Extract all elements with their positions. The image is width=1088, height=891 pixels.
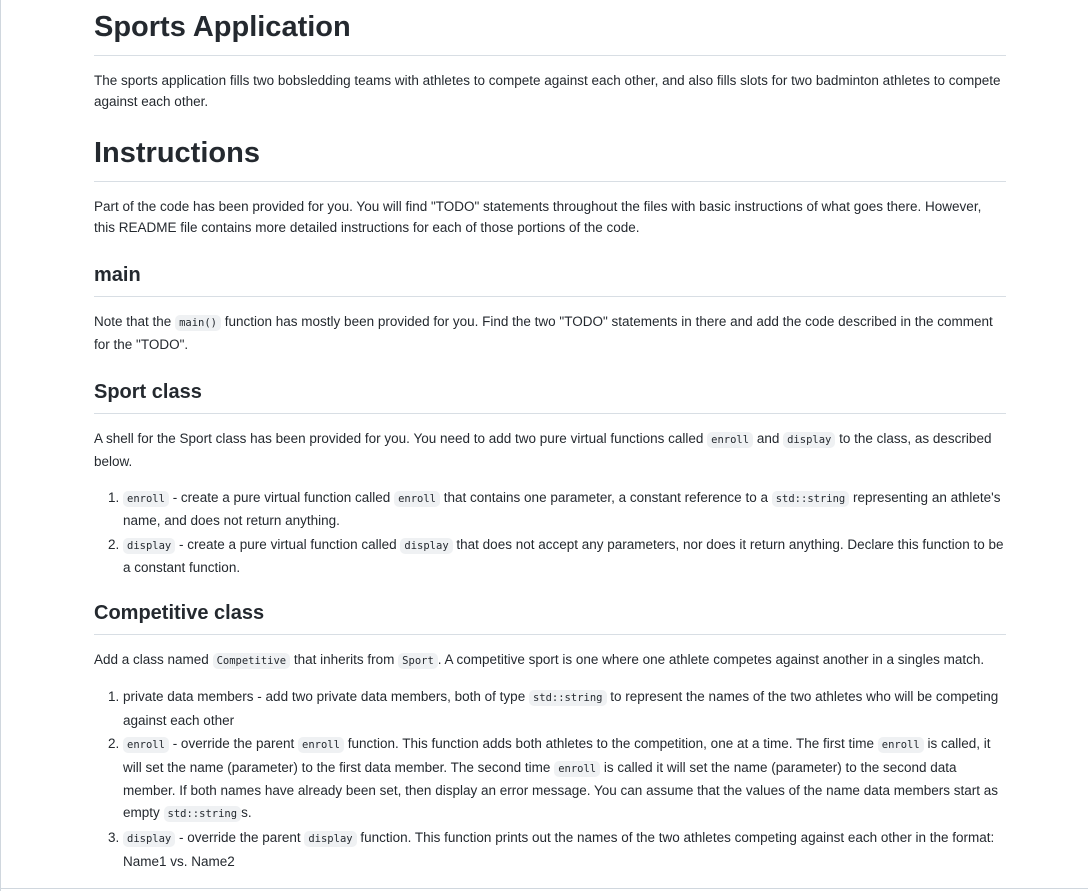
text: that does not accept any parameters, nor does it return anything. Declare this function to be a constant function. [123, 536, 1004, 576]
text: - override the parent [168, 736, 299, 752]
page-border-bottom [0, 888, 1088, 889]
inline-code: Competitive [213, 653, 291, 669]
inline-code: enroll [123, 737, 169, 753]
text: - create a pure virtual function called [175, 536, 401, 552]
text: private data members - add two private data members, both of type [123, 689, 529, 705]
text: that contains one parameter, a constant reference to a [440, 489, 772, 505]
inline-code: display [123, 538, 175, 554]
list-item [123, 827, 1006, 872]
inline-code: enroll [554, 761, 600, 777]
inline-code: enroll [707, 432, 753, 448]
inline-code: display [400, 538, 452, 554]
competitive-paragraph [94, 649, 1006, 673]
inline-code: std::string [164, 806, 242, 822]
inline-code: display [123, 831, 175, 847]
text: function. This function adds both athletes to the competition, one at a time. The first time [343, 736, 878, 752]
text: Note that the [94, 313, 176, 329]
inline-code: main() [175, 315, 221, 331]
inline-code: display [783, 432, 835, 448]
list-item [123, 487, 1006, 532]
text: Add a class named [94, 651, 213, 667]
page-title: Sports Application [94, 0, 1006, 56]
instructions-paragraph: Part of the code has been provided for you. You will find "TODO" statements throughout the files with basic instructions of what goes there. However, this README file contains more detailed instructions for each of those portions of the code. [94, 198, 982, 236]
inline-code: enroll [298, 737, 344, 753]
text: to represent the names of the two athletes who will be competing against each other [123, 689, 999, 728]
text: function. This function prints out the names of the two athletes competing against each other in the format: Name1 vs. Name2 [123, 830, 995, 869]
text: and [753, 430, 784, 446]
inline-code: display [304, 831, 356, 847]
sport-list [94, 487, 1006, 579]
text: to the class, as described below. [94, 430, 992, 470]
sport-class-heading: Sport class [94, 380, 1006, 414]
intro-paragraph: The sports application fills two bobsledding teams with athletes to compete against each other, and also fills slots for two badminton athletes to compete against each other. [94, 72, 1001, 110]
inline-code: enroll [123, 491, 169, 507]
text: is called it will set the name (parameter) to the second data member. If both names have already been set, then display an error message. You can assume that the values of the name data members start as empty [123, 759, 998, 820]
text: function has mostly been provided for you. Find the two "TODO" statements in there and add the code described in the comment for the "TODO". [94, 313, 993, 353]
main-heading: main [94, 263, 1006, 297]
instructions-heading: Instructions [94, 136, 1006, 182]
text: s. [241, 804, 252, 820]
inline-code: enroll [394, 491, 440, 507]
text: that inherits from [290, 651, 399, 667]
list-item [123, 534, 1006, 579]
inline-code: enroll [878, 737, 924, 753]
inline-code: std::string [529, 690, 607, 706]
list-item [123, 686, 1006, 731]
text: is called, it will set the name (parameter) to the first data member. The second time [123, 736, 991, 775]
readme-content [94, 0, 1006, 874]
main-paragraph [94, 311, 1006, 356]
text: representing an athlete's name, and does not return anything. [123, 489, 1001, 529]
text: . A competitive sport is one where one athlete competes against another in a singles match. [437, 651, 985, 667]
list-item [123, 733, 1006, 825]
sport-paragraph [94, 428, 1006, 473]
text: A shell for the Sport class has been provided for you. You need to add two pure virtual functions called [94, 430, 708, 446]
inline-code: Sport [398, 653, 438, 669]
text: - create a pure virtual function called [168, 489, 395, 505]
page-border-left [0, 0, 1, 891]
inline-code: std::string [772, 491, 850, 507]
text: - override the parent [175, 830, 305, 846]
competitive-class-heading: Competitive class [94, 601, 1006, 635]
competitive-list [94, 686, 1006, 872]
